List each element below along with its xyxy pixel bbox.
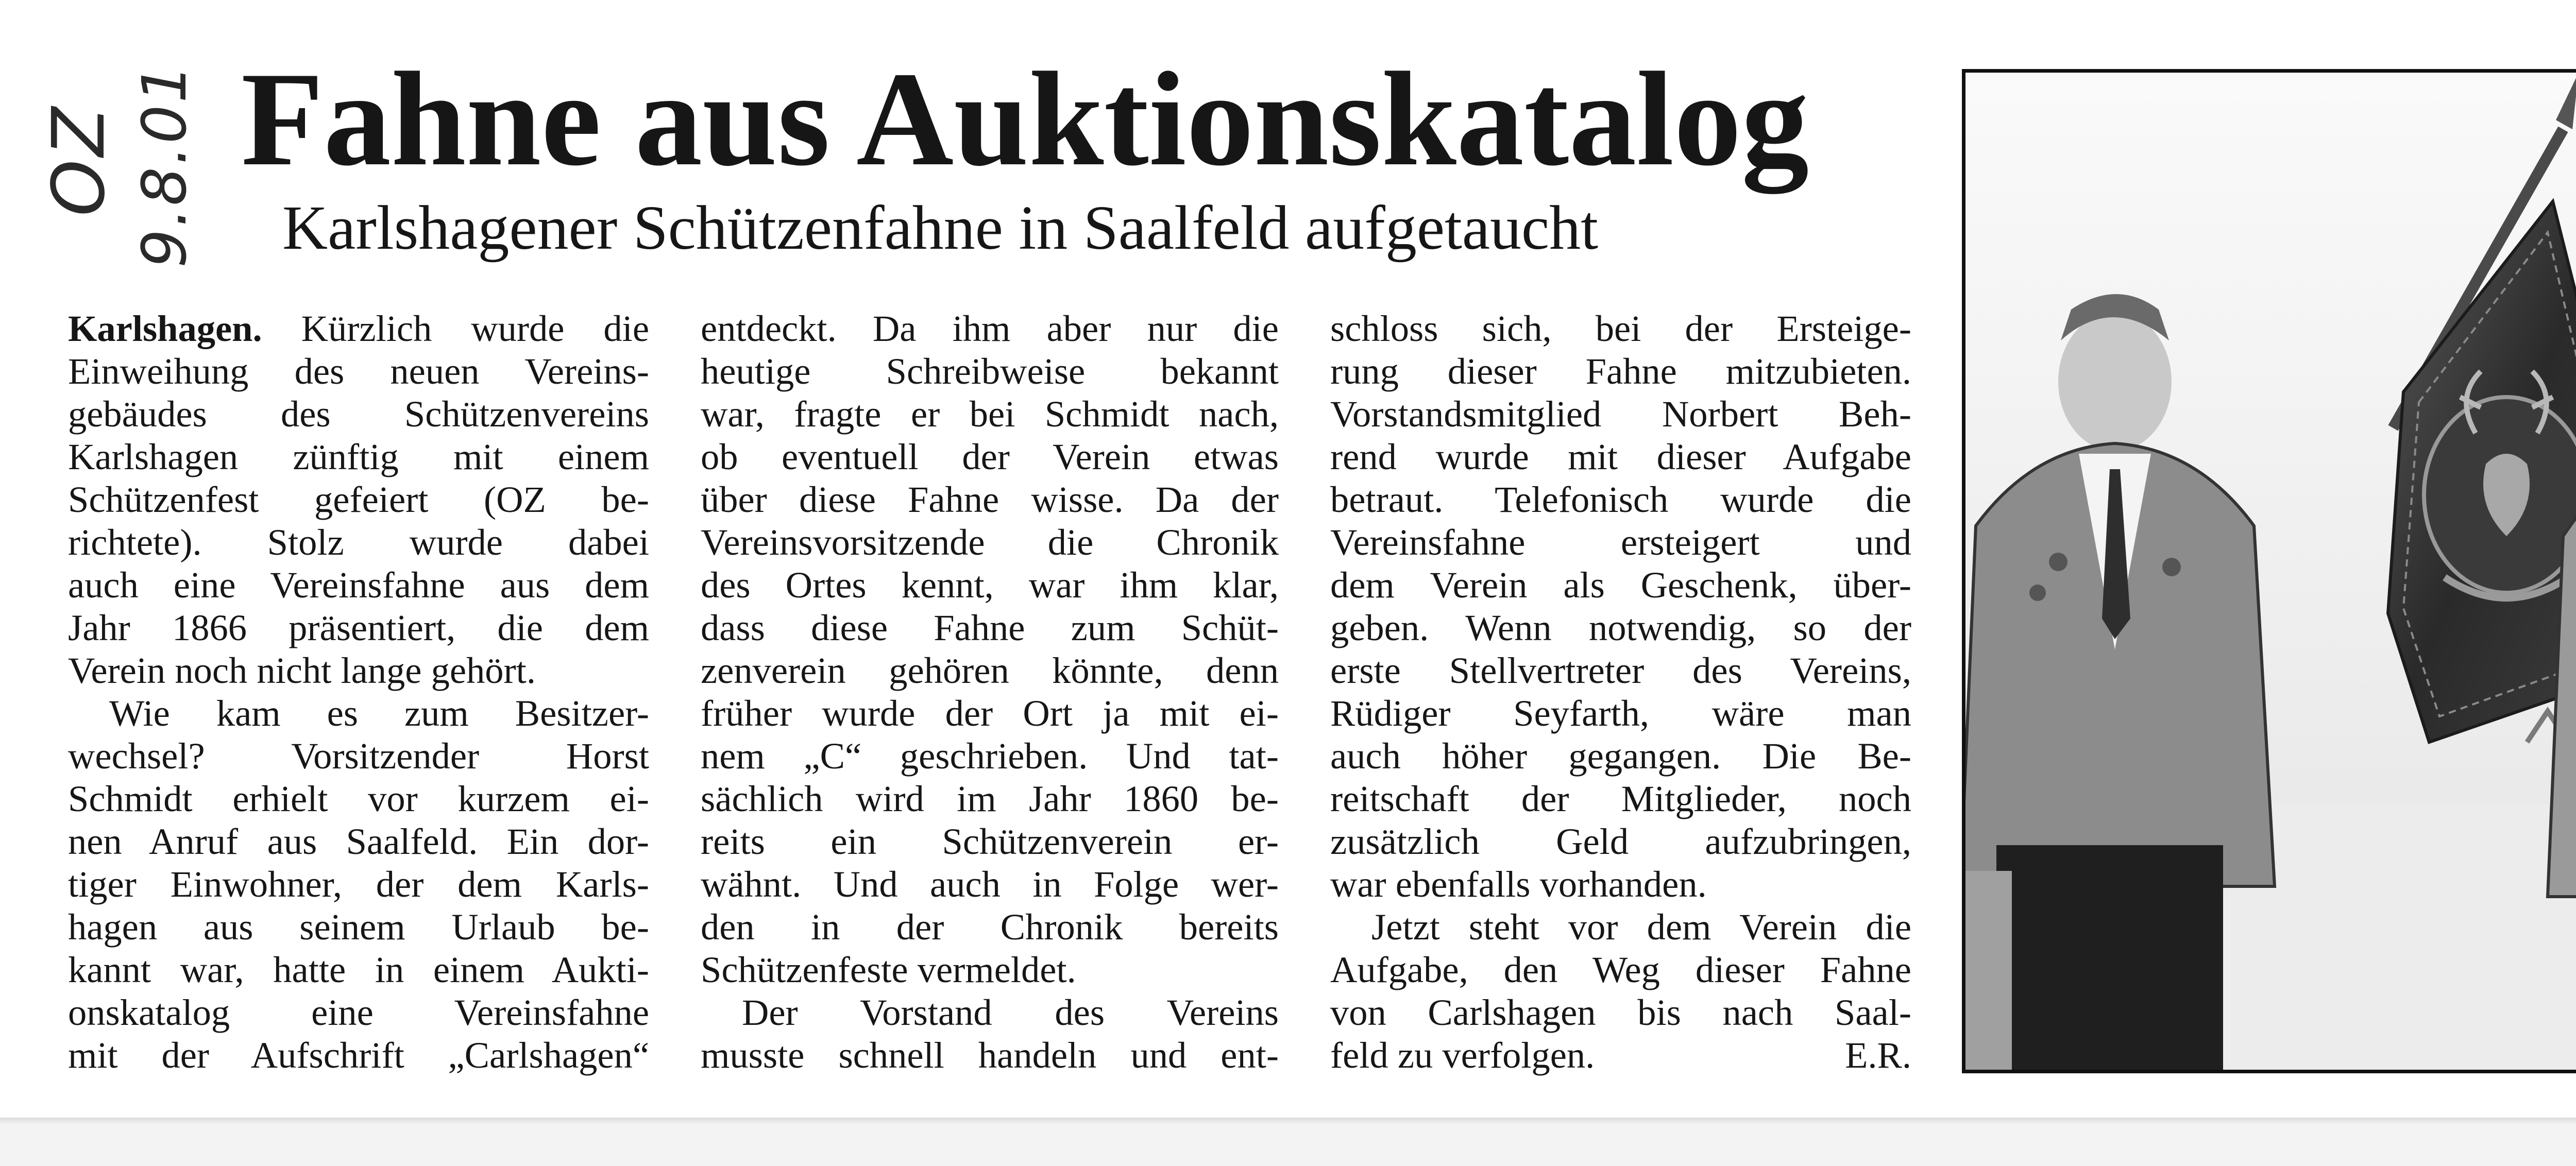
text-line: über diese Fahne wisse. Da der xyxy=(701,478,1279,520)
text-line: feld zu verfolgen. E.R. xyxy=(1330,1034,1911,1076)
clipping-edge xyxy=(0,1118,2576,1125)
text-line: nem „C“ geschrieben. Und tat- xyxy=(701,735,1279,777)
text-line: Schmidt erhielt vor kurzem ei- xyxy=(68,778,649,819)
text-line: Verein noch nicht lange gehört. xyxy=(68,649,536,691)
text-line: Vorstandsmitglied Norbert Beh- xyxy=(1330,393,1911,435)
plant-decoration xyxy=(1965,871,2012,1070)
text-line: schloss sich, bei der Ersteige- xyxy=(1330,307,1911,349)
text-line: entdeckt. Da ihm aber nur die xyxy=(701,307,1279,349)
text-line: Jahr 1866 präsentiert, die dem xyxy=(68,607,649,648)
text-line: rung dieser Fahne mitzubieten. xyxy=(1330,350,1911,392)
text-line: kannt war, hatte in einem Aukti- xyxy=(68,949,649,990)
text-line: wähnt. Und auch in Folge wer- xyxy=(701,863,1279,905)
article-headline: Fahne aus Auktionskatalog xyxy=(241,44,1809,194)
text-line: dem Verein als Geschenk, über- xyxy=(1330,564,1911,606)
text-line: nen Anruf aus Saalfeld. Ein dor- xyxy=(68,820,649,862)
text-line: auch höher gegangen. Die Be- xyxy=(1330,735,1911,777)
text-line: reits ein Schützenverein er- xyxy=(701,820,1279,862)
text-line: heutige Schreibweise bekannt xyxy=(701,350,1279,392)
text-line: Wie kam es zum Besitzer- xyxy=(109,692,649,734)
text-line: des Ortes kennt, war ihm klar, xyxy=(701,564,1279,606)
text-line: betraut. Telefonisch wurde die xyxy=(1330,478,1911,520)
text-line: den in der Chronik bereits xyxy=(701,906,1279,948)
text-line: sächlich wird im Jahr 1860 be- xyxy=(701,778,1279,819)
text-line: war ebenfalls vorhanden. xyxy=(1330,863,1707,905)
text-line: onskatalog eine Vereinsfahne xyxy=(68,991,649,1033)
article-column-1 xyxy=(68,307,649,1076)
text-line: gebäudes des Schützenvereins xyxy=(68,393,649,435)
text-line: Einweihung des neuen Vereins- xyxy=(68,350,649,392)
text-line: Karlshagen. Kürzlich wurde die xyxy=(68,307,649,349)
text-line: zusätzlich Geld aufzubringen, xyxy=(1330,820,1911,862)
article-subheadline: Karlshagener Schützenfahne in Saalfeld aufgetaucht xyxy=(282,193,1599,263)
text-line: früher wurde der Ort ja mit ei- xyxy=(701,692,1279,734)
text-line: Schützenfeste vermeldet. xyxy=(701,949,1076,990)
text-line: von Carlshagen bis nach Saal- xyxy=(1330,991,1911,1033)
text-line: ob eventuell der Verein etwas xyxy=(701,436,1279,477)
text-line: hagen aus seinem Urlaub be- xyxy=(68,906,649,948)
text-line: wechsel? Vorsitzender Horst xyxy=(68,735,649,777)
text-line: richtete). Stolz wurde dabei xyxy=(68,521,649,563)
text-line: dass diese Fahne zum Schüt- xyxy=(701,607,1279,648)
text-line: erste Stellvertreter des Vereins, xyxy=(1330,649,1911,691)
text-line: rend wurde mit dieser Aufgabe xyxy=(1330,436,1911,477)
text-line: Rüdiger Seyfarth, wäre man xyxy=(1330,692,1911,734)
text-line: Vereinsfahne ersteigert und xyxy=(1330,521,1911,563)
handwritten-source-note: OZ xyxy=(37,104,121,216)
article-photo xyxy=(1962,69,2576,1073)
text-line: Der Vorstand des Vereins xyxy=(742,991,1279,1033)
text-line: tiger Einwohner, der dem Karls- xyxy=(68,863,649,905)
text-line: musste schnell handeln und ent- xyxy=(701,1034,1279,1076)
text-line: Vereinsvorsitzende die Chronik xyxy=(701,521,1279,563)
text-line: mit der Aufschrift „Carlshagen“ xyxy=(68,1034,649,1076)
handwritten-date-note: 9.8.01 xyxy=(129,62,200,268)
text-line: Schützenfest gefeiert (OZ be- xyxy=(68,478,649,520)
text-line: auch eine Vereinsfahne aus dem xyxy=(68,564,649,606)
article-dateline: Karlshagen. xyxy=(68,307,262,349)
text-line: war, fragte er bei Schmidt nach, xyxy=(701,393,1279,435)
article-column-2 xyxy=(701,307,1279,1076)
article-column-3 xyxy=(1330,307,1911,1076)
text-line: Karlshagen zünftig mit einem xyxy=(68,436,649,477)
author-signature: E.R. xyxy=(1845,1034,1911,1076)
text-line: zenverein gehören könnte, denn xyxy=(701,649,1279,691)
text-line: Jetzt steht vor dem Verein die xyxy=(1371,906,1911,948)
text-line: Aufgabe, den Weg dieser Fahne xyxy=(1330,949,1911,990)
photo-illustration xyxy=(1965,73,2576,1070)
text-line: reitschaft der Mitglieder, noch xyxy=(1330,778,1911,819)
text-line: geben. Wenn notwendig, so der xyxy=(1330,607,1911,648)
